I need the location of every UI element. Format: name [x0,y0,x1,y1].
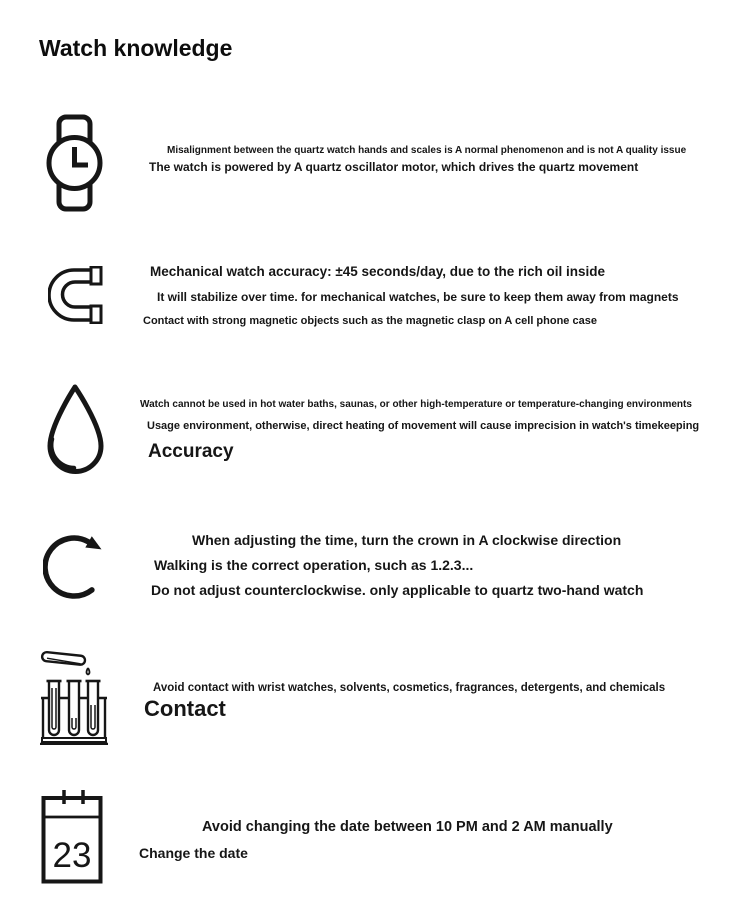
magnet-icon [48,266,104,324]
section-quartz-note: Misalignment between the quartz watch hands and scales is A normal phenomenon and is not A quality issue [167,145,687,156]
section-temperature-note: Watch cannot be used in hot water baths, saunas, or other high-temperature or temperature-changing environments [140,399,692,410]
section-magnet-heading: Mechanical watch accuracy: ±45 seconds/day, due to the rich oil inside [150,264,606,279]
section-crown-line2: Walking is the correct operation, such as 1.2.3... [154,557,474,573]
section-temperature-sub: Usage environment, otherwise, direct heating of movement will cause imprecision in watch's timekeeping [147,420,700,432]
page-title: Watch knowledge [39,35,233,61]
section-crown-line3: Do not adjust counterclockwise. only applicable to quartz two-hand watch [151,582,644,598]
clockwise-arrow-icon [43,523,109,607]
test-tubes-icon [40,650,108,745]
section-chemicals-heading: Contact [144,696,226,721]
section-magnet-note: Contact with strong magnetic objects such as the magnetic clasp on A cell phone case [143,315,597,327]
water-drop-icon [43,383,107,477]
section-temperature-heading: Accuracy [148,441,234,462]
section-crown-line1: When adjusting the time, turn the crown in A clockwise direction [192,532,622,548]
section-magnet-sub: It will stabilize over time. for mechanical watches, be sure to keep them away from magnets [157,290,679,304]
section-quartz-main: The watch is powered by A quartz oscillator motor, which drives the quartz movement [149,160,639,174]
calendar-icon [41,789,103,884]
section-date-line1: Avoid changing the date between 10 PM and 2 AM manually [202,819,613,835]
section-chemicals-note: Avoid contact with wrist watches, solvents, cosmetics, fragrances, detergents, and chemicals [153,682,666,694]
calendar-date: 23 [52,836,92,875]
section-date-line2: Change the date [139,845,248,861]
watch-icon [46,114,103,212]
